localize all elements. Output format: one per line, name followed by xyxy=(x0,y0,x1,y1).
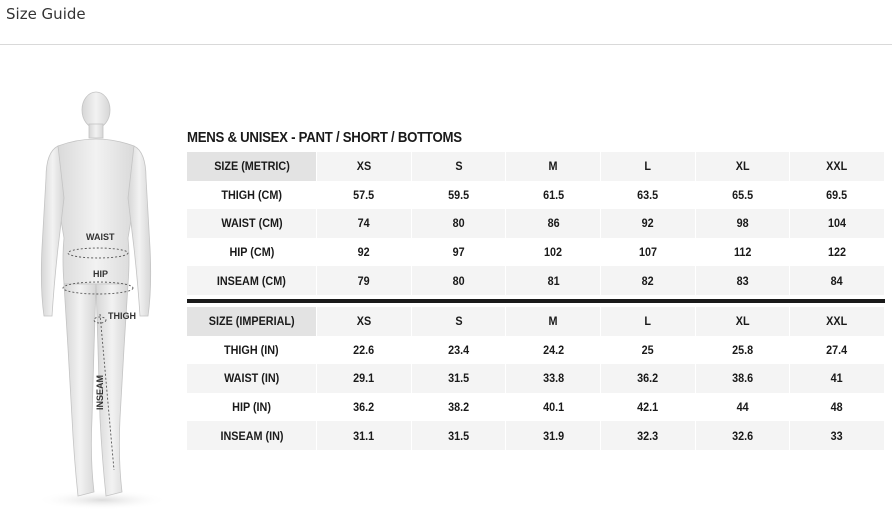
table-row xyxy=(187,421,885,450)
table-cell: 65.5 xyxy=(696,181,791,210)
size-chart-title: MENS & UNISEX - PANT / SHORT / BOTTOMS xyxy=(187,129,462,146)
table-cell: 57.5 xyxy=(317,181,412,210)
row-label: HIP (CM) xyxy=(187,238,317,267)
table-cell: 107 xyxy=(601,238,696,267)
table-cell: 31.5 xyxy=(412,421,507,450)
row-label: INSEAM (IN) xyxy=(187,421,317,450)
row-label: HIP (IN) xyxy=(187,393,317,422)
table-cell: 92 xyxy=(317,238,412,267)
table-cell: 36.2 xyxy=(317,393,412,422)
table-cell: 29.1 xyxy=(317,364,412,393)
table-cell: 27.4 xyxy=(790,336,885,365)
row-label: THIGH (IN) xyxy=(187,336,317,365)
table-row xyxy=(187,364,885,393)
table-cell: 25.8 xyxy=(696,336,791,365)
table-cell: 86 xyxy=(506,209,601,238)
table-cell: 40.1 xyxy=(506,393,601,422)
table-cell: 69.5 xyxy=(790,181,885,210)
table-cell: 32.3 xyxy=(601,421,696,450)
table-cell: 48 xyxy=(790,393,885,422)
metric-heading: SIZE (METRIC) xyxy=(187,152,317,181)
table-cell: 22.6 xyxy=(317,336,412,365)
table-cell: 31.9 xyxy=(506,421,601,450)
table-cell: 32.6 xyxy=(696,421,791,450)
table-cell: 92 xyxy=(601,209,696,238)
thigh-label: THIGH xyxy=(108,311,136,321)
table-cell: 74 xyxy=(317,209,412,238)
table-cell: 44 xyxy=(696,393,791,422)
table-cell: 81 xyxy=(506,266,601,295)
table-cell: 104 xyxy=(790,209,885,238)
table-cell: 80 xyxy=(412,266,507,295)
row-label: THIGH (CM) xyxy=(187,181,317,210)
table-cell: 61.5 xyxy=(506,181,601,210)
table-cell: 42.1 xyxy=(601,393,696,422)
size-header-xl: XL xyxy=(696,307,791,336)
size-header-xs: XS xyxy=(317,307,412,336)
body-silhouette-illustration xyxy=(28,88,178,518)
silhouette-body xyxy=(41,92,150,496)
imperial-size-table xyxy=(187,307,885,450)
table-cell: 33.8 xyxy=(506,364,601,393)
floor-shadow xyxy=(36,490,168,510)
size-header-m: M xyxy=(506,307,601,336)
size-header-s: S xyxy=(412,307,507,336)
table-cell: 33 xyxy=(790,421,885,450)
table-cell: 23.4 xyxy=(412,336,507,365)
table-cell: 24.2 xyxy=(506,336,601,365)
table-cell: 25 xyxy=(601,336,696,365)
table-row xyxy=(187,209,885,238)
table-cell: 80 xyxy=(412,209,507,238)
modal-header xyxy=(0,0,892,45)
waist-label: WAIST xyxy=(86,232,115,242)
table-cell: 79 xyxy=(317,266,412,295)
table-cell: 31.5 xyxy=(412,364,507,393)
table-cell: 36.2 xyxy=(601,364,696,393)
size-header-xl: XL xyxy=(696,152,791,181)
imperial-heading: SIZE (IMPERIAL) xyxy=(187,307,317,336)
table-cell: 82 xyxy=(601,266,696,295)
size-header-xxl: XXL xyxy=(790,307,885,336)
row-label: INSEAM (CM) xyxy=(187,266,317,295)
hip-label: HIP xyxy=(93,269,109,279)
table-cell: 31.1 xyxy=(317,421,412,450)
table-cell: 98 xyxy=(696,209,791,238)
size-header-l: L xyxy=(601,307,696,336)
table-row xyxy=(187,336,885,365)
size-header-m: M xyxy=(506,152,601,181)
body-measurement-figure xyxy=(28,88,178,518)
table-cell: 41 xyxy=(790,364,885,393)
size-header-s: S xyxy=(412,152,507,181)
row-label: WAIST (IN) xyxy=(187,364,317,393)
table-header-row xyxy=(187,152,885,181)
table-cell: 102 xyxy=(506,238,601,267)
metric-size-table xyxy=(187,152,885,295)
size-header-xs: XS xyxy=(317,152,412,181)
table-row xyxy=(187,266,885,295)
table-cell: 97 xyxy=(412,238,507,267)
row-label: WAIST (CM) xyxy=(187,209,317,238)
table-cell: 38.6 xyxy=(696,364,791,393)
table-cell: 112 xyxy=(696,238,791,267)
table-cell: 63.5 xyxy=(601,181,696,210)
table-row xyxy=(187,181,885,210)
table-cell: 84 xyxy=(790,266,885,295)
table-row xyxy=(187,393,885,422)
inseam-label: INSEAM xyxy=(95,374,105,410)
table-header-row xyxy=(187,307,885,336)
table-cell: 83 xyxy=(696,266,791,295)
table-cell: 38.2 xyxy=(412,393,507,422)
table-row xyxy=(187,238,885,267)
size-header-l: L xyxy=(601,152,696,181)
modal-title: Size Guide xyxy=(6,5,86,23)
size-header-xxl: XXL xyxy=(790,152,885,181)
table-divider xyxy=(187,299,885,303)
table-cell: 59.5 xyxy=(412,181,507,210)
table-cell: 122 xyxy=(790,238,885,267)
